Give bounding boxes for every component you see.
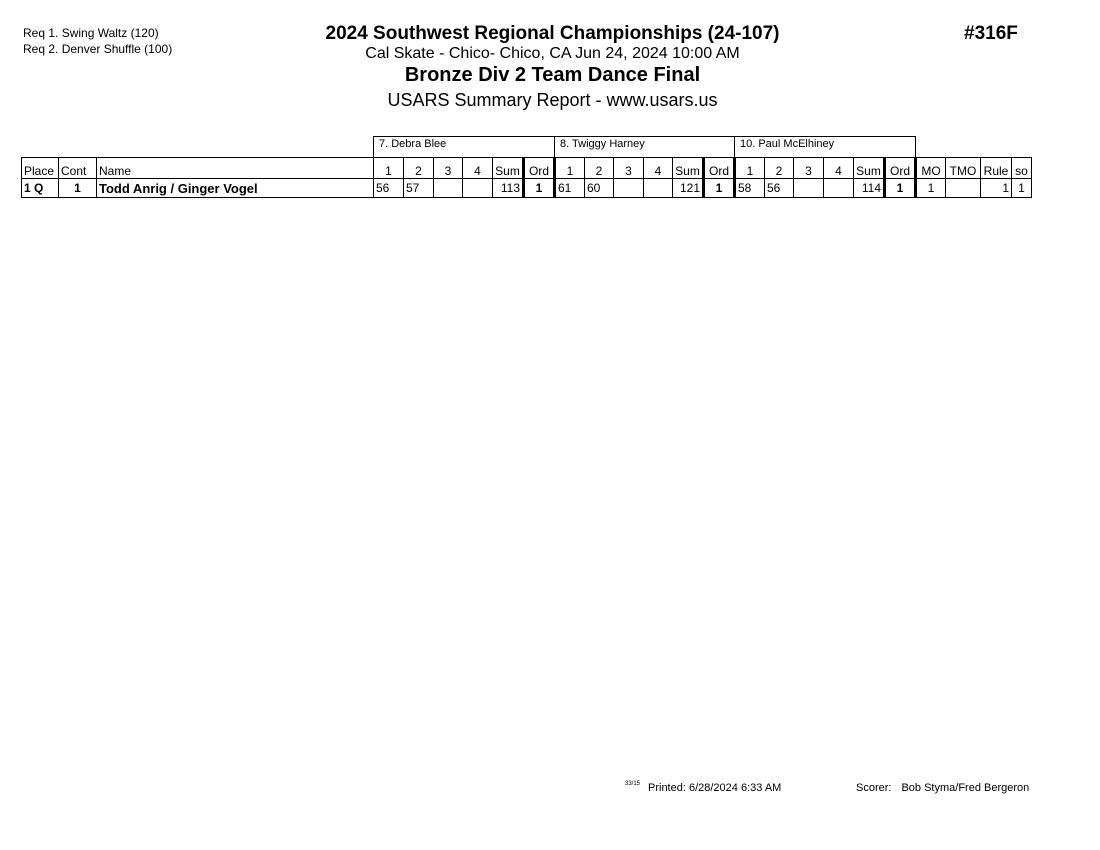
- report-title: USARS Summary Report - www.usars.us: [387, 90, 718, 110]
- place-cell: 1 Q: [22, 179, 59, 198]
- col-score-3: 3: [614, 158, 644, 179]
- printed-timestamp: Printed: 6/28/2024 6:33 AM: [648, 782, 782, 794]
- sum-cell: 113: [493, 179, 524, 198]
- header-row: [22, 158, 1032, 179]
- col-score-1: 1: [374, 158, 404, 179]
- col-score-4: 4: [644, 158, 673, 179]
- col-sum: Sum: [854, 158, 885, 179]
- event-code: #316F: [964, 23, 1018, 44]
- col-ord: Ord: [885, 158, 916, 179]
- col-score-2: 2: [404, 158, 434, 179]
- score-cell: 57: [404, 179, 434, 198]
- col-place: Place: [22, 158, 59, 179]
- score-cell: [644, 179, 673, 198]
- scorer-names: Bob Styma/Fred Bergeron: [901, 782, 1030, 794]
- judge-name: 8. Twiggy Harney: [555, 137, 735, 158]
- rule-cell: 1: [981, 179, 1012, 198]
- tmo-cell: [946, 179, 981, 198]
- col-score-1: 1: [735, 158, 765, 179]
- col-ord: Ord: [704, 158, 735, 179]
- footer-code: 33/15: [625, 781, 641, 787]
- score-cell: [434, 179, 463, 198]
- score-cell: 61: [555, 179, 585, 198]
- col-score-1: 1: [555, 158, 585, 179]
- event-title: Bronze Div 2 Team Dance Final: [404, 64, 701, 86]
- scorer-label: Scorer:: [856, 782, 892, 794]
- so-cell: 1: [1012, 179, 1032, 198]
- score-cell: [794, 179, 824, 198]
- col-ord: Ord: [524, 158, 555, 179]
- venue-date: Cal Skate - Chico- Chico, CA Jun 24, 2024 10:00 AM: [365, 45, 740, 62]
- cont-cell: 1: [59, 179, 97, 198]
- col-mo: MO: [916, 158, 946, 179]
- ord-cell: 1: [704, 179, 735, 198]
- judge-name: 10. Paul McElhiney: [735, 137, 916, 158]
- competition-title: 2024 Southwest Regional Championships (24-107): [325, 23, 780, 44]
- col-score-2: 2: [765, 158, 794, 179]
- sum-cell: 121: [673, 179, 704, 198]
- judge-name: 7. Debra Blee: [374, 137, 555, 158]
- col-score-4: 4: [824, 158, 854, 179]
- score-cell: 56: [374, 179, 404, 198]
- score-cell: [614, 179, 644, 198]
- ord-cell: 1: [524, 179, 555, 198]
- col-score-2: 2: [585, 158, 614, 179]
- col-score-3: 3: [434, 158, 463, 179]
- col-sum: Sum: [493, 158, 524, 179]
- ord-cell: 1: [885, 179, 916, 198]
- col-so: so: [1012, 158, 1032, 179]
- sum-cell: 114: [854, 179, 885, 198]
- requirement-2: Req 2. Denver Shuffle (100): [23, 42, 173, 56]
- col-sum: Sum: [673, 158, 704, 179]
- score-cell: [824, 179, 854, 198]
- score-cell: 56: [765, 179, 794, 198]
- col-score-3: 3: [794, 158, 824, 179]
- skater-name-cell: Todd Anrig / Ginger Vogel: [97, 179, 374, 198]
- table-row: [22, 179, 1032, 198]
- col-score-4: 4: [463, 158, 493, 179]
- scorer: [856, 782, 1029, 794]
- col-rule: Rule: [981, 158, 1012, 179]
- col-tmo: TMO: [946, 158, 981, 179]
- score-cell: [463, 179, 493, 198]
- judge-row: [22, 137, 1032, 158]
- requirement-1: Req 1. Swing Waltz (120): [23, 26, 159, 40]
- col-name: Name: [97, 158, 374, 179]
- col-cont: Cont: [59, 158, 97, 179]
- results-table: [21, 136, 1032, 198]
- score-cell: 58: [735, 179, 765, 198]
- score-cell: 60: [585, 179, 614, 198]
- mo-cell: 1: [916, 179, 946, 198]
